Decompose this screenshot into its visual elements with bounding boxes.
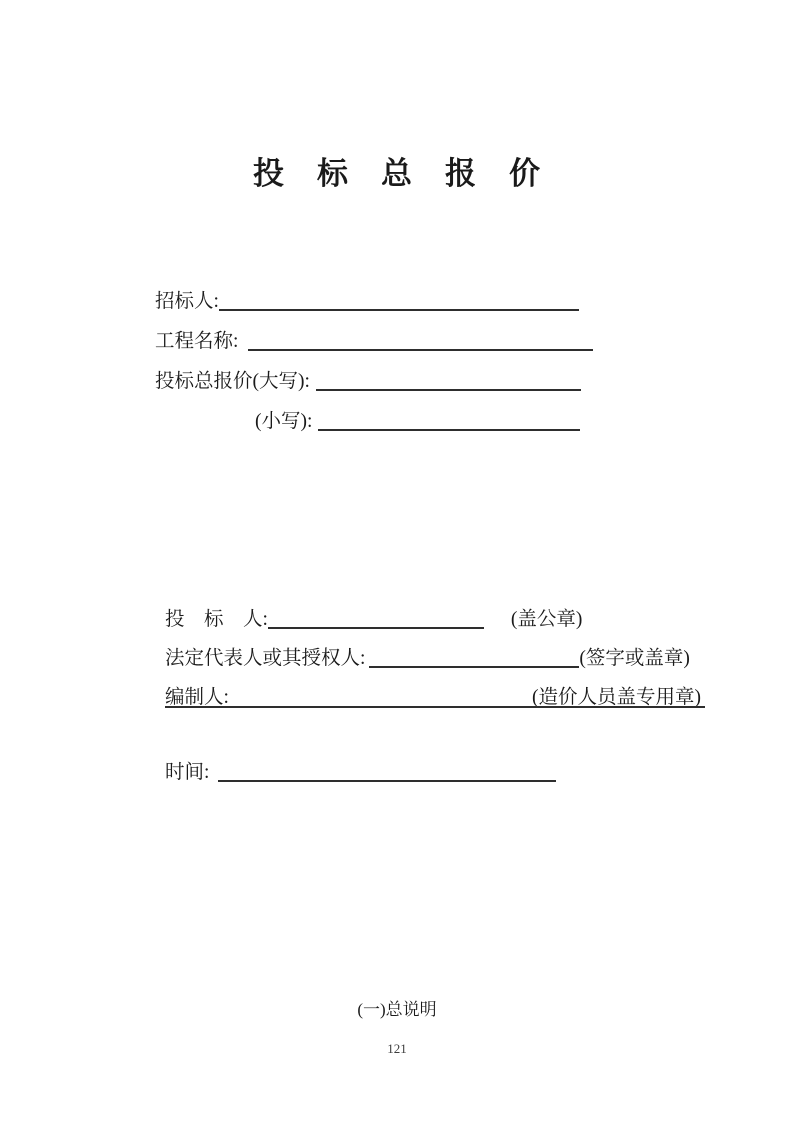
bidder-label: 投 标 人: xyxy=(165,609,268,630)
legal-representative-label: 法定代表人或其授权人: xyxy=(165,648,366,669)
project-name-blank-field[interactable] xyxy=(248,339,593,351)
legal-representative-blank-field[interactable] xyxy=(369,656,579,668)
compiler-row xyxy=(165,678,705,717)
compiler-label: 编制人: xyxy=(165,687,229,708)
total-price-words-label: 投标总报价(大写): xyxy=(155,371,310,392)
bidder-blank-field[interactable] xyxy=(268,617,484,629)
tenderee-blank-field[interactable] xyxy=(219,299,579,311)
total-price-figures-row xyxy=(155,402,593,442)
project-name-row xyxy=(155,322,593,362)
legal-representative-row xyxy=(165,639,705,678)
date-section xyxy=(165,753,556,792)
price-info-section xyxy=(155,282,593,442)
project-name-label: 工程名称: xyxy=(155,331,239,352)
date-blank-field[interactable] xyxy=(218,770,556,782)
total-price-words-row xyxy=(155,362,593,402)
tenderee-label: 招标人: xyxy=(155,291,219,312)
compiler-seal-note: (造价人员盖专用章) xyxy=(532,687,701,708)
total-price-figures-blank-field[interactable] xyxy=(318,419,580,431)
total-price-words-blank-field[interactable] xyxy=(316,379,581,391)
bidder-row xyxy=(165,600,705,639)
signature-section xyxy=(165,600,705,717)
page-title: 投 标 总 报 价 xyxy=(253,156,541,191)
footer-section-label: (一)总说明 xyxy=(357,1000,437,1019)
tenderee-row xyxy=(155,282,593,322)
date-label: 时间: xyxy=(165,762,210,783)
legal-representative-seal-note: (签字或盖章) xyxy=(579,648,690,669)
total-price-figures-label: (小写): xyxy=(255,411,313,432)
bidder-seal-note: (盖公章) xyxy=(510,609,583,630)
date-row xyxy=(165,753,556,792)
page-number: 121 xyxy=(387,1041,407,1056)
compiler-blank-field[interactable] xyxy=(165,706,705,708)
